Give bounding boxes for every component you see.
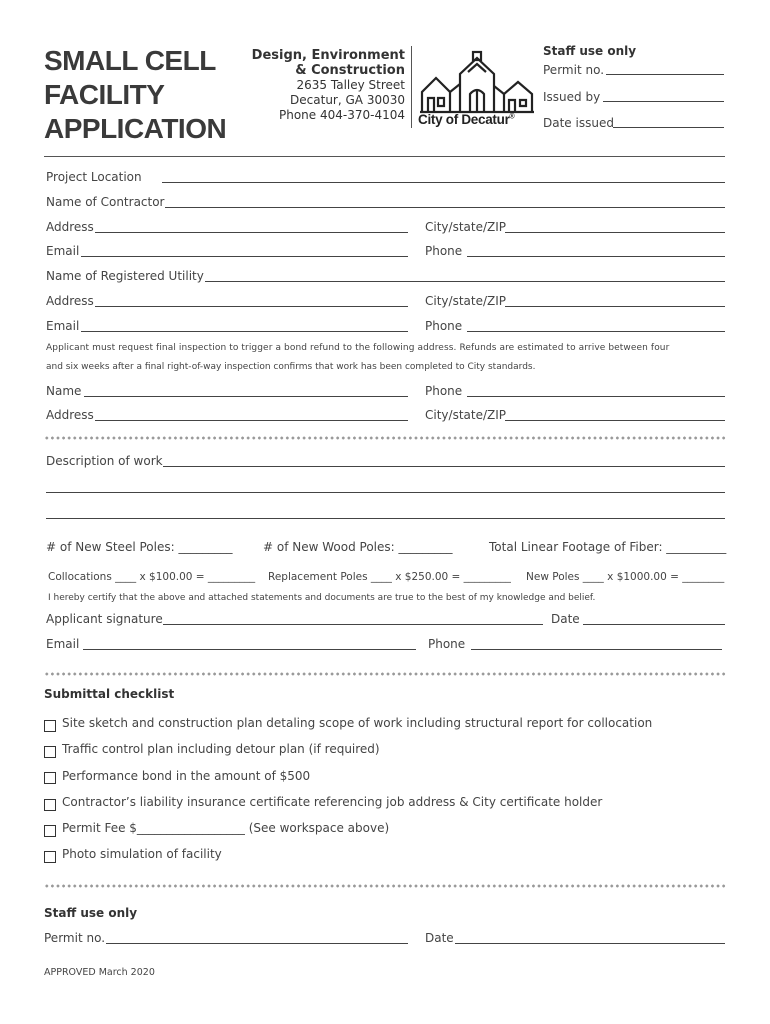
checklist-checkbox-permit-fee[interactable] [44, 825, 56, 837]
checklist-checkbox-site-sketch[interactable] [44, 720, 56, 732]
checklist-item-performance-bond: Performance bond in the amount of $500 [62, 769, 311, 783]
form-title-line-2: FACILITY [44, 79, 165, 110]
refund-city-label: City/state/ZIP [425, 408, 506, 422]
contractor-name-label: Name of Contractor [46, 195, 165, 209]
refund-name-input[interactable] [86, 382, 406, 396]
staff-bottom-date-input[interactable] [457, 929, 723, 943]
utility-email-line [81, 331, 408, 332]
applicant-phone-label: Phone [428, 637, 466, 651]
new-poles-fee-field[interactable]: New Poles ____ x $1000.00 = ________ [526, 571, 725, 583]
applicant-date-label: Date [551, 612, 580, 626]
utility-name-label: Name of Registered Utility [46, 269, 204, 283]
project-location-input[interactable] [164, 168, 723, 182]
utility-phone-input[interactable] [469, 317, 723, 331]
project-location-label: Project Location [46, 170, 142, 184]
refund-address-input[interactable] [97, 406, 406, 420]
contractor-email-line [81, 256, 408, 257]
refund-name-line [84, 396, 408, 397]
utility-email-label: Email [46, 319, 80, 333]
dotted-divider-3 [44, 884, 727, 888]
refund-address-line [95, 420, 408, 421]
refund-address-label: Address [46, 408, 94, 422]
contractor-address-line [95, 232, 408, 233]
department-name-2: & Construction [295, 63, 405, 78]
contractor-address-label: Address [46, 220, 94, 234]
applicant-email-line [83, 649, 416, 650]
form-title-line-1: SMALL CELL [44, 45, 216, 76]
utility-address-input[interactable] [97, 292, 406, 306]
checklist-checkbox-insurance[interactable] [44, 799, 56, 811]
contractor-name-line [165, 207, 725, 208]
staff-bottom-permit-input[interactable] [108, 929, 406, 943]
contractor-email-label: Email [46, 244, 80, 258]
department-block [235, 48, 405, 123]
checklist-checkbox-performance-bond[interactable] [44, 772, 56, 784]
description-line-3 [46, 518, 725, 519]
description-line-1 [163, 466, 725, 467]
contractor-address-input[interactable] [97, 218, 406, 232]
applicant-signature-label: Applicant signature [46, 612, 163, 626]
description-input-1[interactable] [165, 452, 723, 466]
utility-phone-label: Phone [425, 319, 463, 333]
staff-top-heading: Staff use only [543, 44, 637, 58]
staff-bottom-heading: Staff use only [44, 906, 138, 920]
city-building-icon [418, 50, 536, 116]
checklist-item-traffic-plan: Traffic control plan including detour plan (if required) [62, 742, 380, 756]
header-divider [411, 46, 412, 128]
contractor-phone-input[interactable] [469, 242, 723, 256]
approved-footer: APPROVED March 2020 [44, 967, 155, 978]
fiber-footage-field[interactable]: Total Linear Footage of Fiber: __________ [489, 540, 727, 554]
utility-name-input[interactable] [207, 267, 723, 281]
contractor-city-input[interactable] [507, 218, 723, 232]
city-logo-text: City of Decatur® [418, 112, 515, 127]
applicant-email-label: Email [46, 637, 80, 651]
refund-city-input[interactable] [507, 406, 723, 420]
refund-phone-input[interactable] [469, 382, 723, 396]
applicant-signature-input[interactable] [165, 610, 541, 624]
applicant-date-input[interactable] [585, 610, 723, 624]
contractor-city-label: City/state/ZIP [425, 220, 506, 234]
description-line-2 [46, 492, 725, 493]
checklist-item-insurance: Contractor’s liability insurance certificate referencing job address & City certificate holder [62, 795, 603, 809]
staff-top-issued-label: Issued by [543, 90, 601, 104]
checklist-heading: Submittal checklist [44, 687, 175, 701]
contractor-name-input[interactable] [167, 193, 723, 207]
utility-name-line [205, 281, 725, 282]
refund-phone-label: Phone [425, 384, 463, 398]
checklist-checkbox-traffic-plan[interactable] [44, 746, 56, 758]
checklist-checkbox-photo-simulation[interactable] [44, 851, 56, 863]
utility-city-label: City/state/ZIP [425, 294, 506, 308]
refund-note-line-1: Applicant must request final inspection to trigger a bond refund to the following address. Refunds are estimated to arrive between four [46, 343, 670, 353]
utility-phone-line [467, 331, 725, 332]
contractor-phone-line [467, 256, 725, 257]
staff-bottom-date-label: Date [425, 931, 454, 945]
department-name-1: Design, Environment [251, 48, 405, 63]
refund-city-line [505, 420, 725, 421]
staff-top-issued-input[interactable] [605, 87, 722, 101]
utility-address-label: Address [46, 294, 94, 308]
project-location-line [162, 182, 725, 183]
staff-bottom-date-line [455, 943, 725, 944]
certify-statement: I hereby certify that the above and attached statements and documents are true to the best of my knowledge and belief. [48, 593, 596, 603]
description-label: Description of work [46, 454, 163, 468]
applicant-signature-line [163, 624, 543, 625]
wood-poles-field[interactable]: # of New Wood Poles: _________ [263, 540, 453, 554]
applicant-email-input[interactable] [85, 635, 414, 649]
city-logo [418, 50, 536, 130]
applicant-date-line [583, 624, 725, 625]
description-input-3[interactable] [48, 504, 723, 518]
staff-top-date-input[interactable] [615, 113, 722, 127]
department-address-1: 2635 Talley Street [296, 78, 405, 92]
collocations-fee-field[interactable]: Collocations ____ x $100.00 = _________ [48, 571, 256, 583]
applicant-phone-line [471, 649, 722, 650]
applicant-phone-input[interactable] [473, 635, 720, 649]
staff-top-date-line [613, 127, 724, 128]
utility-city-input[interactable] [507, 292, 723, 306]
checklist-item-photo-simulation: Photo simulation of facility [62, 847, 222, 861]
contractor-phone-label: Phone [425, 244, 463, 258]
dotted-divider-1 [44, 436, 727, 440]
checklist-item-site-sketch: Site sketch and construction plan detaling scope of work including structural report for collocation [62, 716, 653, 730]
form-title-line-3: APPLICATION [44, 113, 227, 144]
description-input-2[interactable] [48, 478, 723, 492]
staff-top-date-label: Date issued [543, 116, 614, 130]
contractor-city-line [505, 232, 725, 233]
staff-bottom-permit-label: Permit no. [44, 931, 106, 945]
checklist-item-permit-fee[interactable]: Permit Fee $__________________ (See workspace above) [62, 821, 390, 835]
utility-address-line [95, 306, 408, 307]
staff-top-issued-line [603, 101, 724, 102]
refund-name-label: Name [46, 384, 82, 398]
staff-top-permit-input[interactable] [608, 60, 722, 74]
staff-top-permit-line [606, 74, 724, 75]
refund-note-line-2: and six weeks after a final right-of-way inspection confirms that work has been completed to City standards. [46, 362, 536, 372]
dotted-divider-2 [44, 672, 727, 676]
replacement-poles-fee-field[interactable]: Replacement Poles ____ x $250.00 = _________ [268, 571, 511, 583]
staff-bottom-permit-line [106, 943, 408, 944]
department-address-2: Decatur, GA 30030 [290, 93, 405, 107]
steel-poles-field[interactable]: # of New Steel Poles: _________ [46, 540, 233, 554]
department-phone: Phone 404-370-4104 [279, 108, 405, 122]
registered-mark: ® [509, 113, 515, 121]
form-title [44, 44, 226, 146]
utility-email-input[interactable] [83, 317, 406, 331]
contractor-email-input[interactable] [83, 242, 406, 256]
staff-top-permit-label: Permit no. [543, 63, 605, 77]
header-rule [44, 156, 725, 157]
utility-city-line [505, 306, 725, 307]
refund-phone-line [467, 396, 725, 397]
